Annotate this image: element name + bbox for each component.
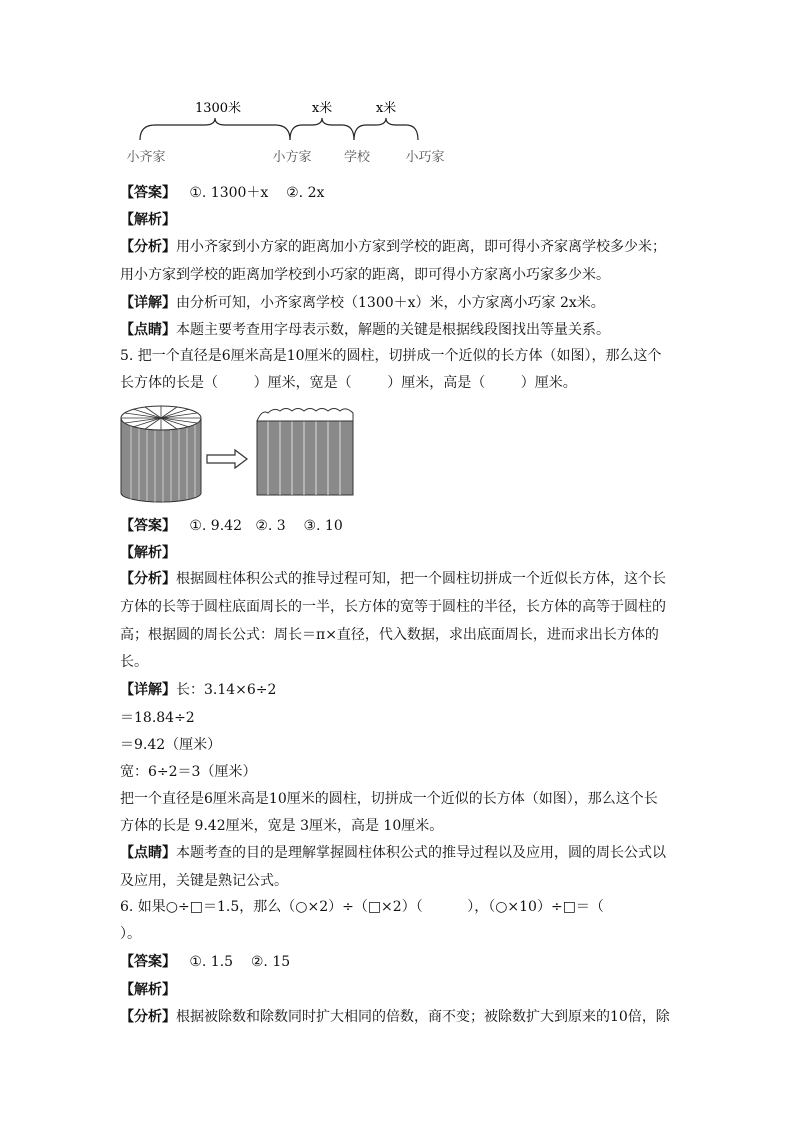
point-label: 小巧家 (405, 150, 445, 165)
cylinder (121, 406, 201, 502)
point-label: 小方家 (272, 150, 312, 165)
q4-xiangjie: 【详解】由分析可知，小齐家离学校（1300＋x）米，小方家离小巧家 2x米。 (120, 295, 605, 311)
point-label: 学校 (343, 150, 371, 165)
q4-answer: 【答案】 ①. 1300＋x ②. 2x (120, 185, 325, 201)
q5-fenxi-3: 高；根据圆的周长公式：周长＝π×直径，代入数据，求出底面周长，进而求出长方体的 (120, 627, 659, 643)
q5-fenxi: 【分析】根据圆柱体积公式的推导过程可知，把一个圆柱切拼成一个近似长方体，这个长 (120, 571, 666, 587)
q6-fenxi: 【分析】根据被除数和除数同时扩大相同的倍数，商不变；被除数扩大到原来的10倍，除 (120, 1009, 670, 1025)
seg1-label: 1300米 (194, 101, 242, 116)
q5-summary-2: 方体的长是 9.42厘米，宽是 3厘米，高是 10厘米。 (120, 818, 444, 834)
q6-answer: 【答案】 ①. 1.5 ②. 15 (120, 954, 291, 970)
cuboid (257, 409, 353, 496)
q5-answer: 【答案】 ①. 9.42 ②. 3 ③. 10 (120, 518, 343, 534)
q4-fenxi-2: 用小方家到学校的距离加学校到小巧家的距离，即可得小方家离小巧家多少米。 (120, 267, 610, 283)
q4-dianjing: 【点睛】本题主要考查用字母表示数，解题的关键是根据线段图找出等量关系。 (120, 322, 610, 338)
seg2-label: x米 (311, 101, 333, 116)
arrow-icon (207, 450, 247, 468)
q5-calc-3: ＝9.42（厘米） (120, 737, 222, 753)
q5-fenxi-2: 方体的长等于圆柱底面周长的一半，长方体的宽等于圆柱的半径，长方体的高等于圆柱的 (120, 599, 666, 615)
q6-stem-1: 6. 如果○÷□＝1.5，那么（○×2）÷（□×2）（ ），（○×10）÷□＝（ (120, 899, 604, 915)
q5-dianjing-2: 及应用，关键是熟记公式。 (120, 873, 288, 889)
q5-calc-2: ＝18.84÷2 (120, 710, 195, 726)
q5-summary-1: 把一个直径是6厘米高是10厘米的圆柱，切拼成一个近似的长方体（如图），那么这个长 (120, 791, 658, 807)
q5-fenxi-4: 长。 (120, 654, 148, 670)
brace-1300 (140, 118, 290, 140)
brace-x-1 (290, 118, 354, 140)
q5-jiexi: 【解析】 (120, 545, 176, 561)
q5-calc-4: 宽：6÷2＝3（厘米） (120, 764, 257, 780)
q5-stem-2: 长方体的长是（ ）厘米，宽是（ ）厘米，高是（ ）厘米。 (120, 375, 577, 391)
q6-stem-2: ）。 (120, 926, 141, 942)
cylinder-cuboid-figure (117, 403, 357, 503)
q6-jiexi: 【解析】 (120, 982, 176, 998)
brace-x-2 (354, 118, 418, 140)
q4-jiexi: 【解析】 (120, 212, 176, 228)
segment-diagram (0, 0, 794, 175)
q4-fenxi: 【分析】用小齐家到小方家的距离加小方家到学校的距离，即可得小齐家离学校多少米； (120, 239, 666, 255)
q5-dianjing: 【点睛】本题考查的目的是理解掌握圆柱体积公式的推导过程以及应用，圆的周长公式以 (120, 845, 666, 861)
seg3-label: x米 (375, 101, 397, 116)
point-label: 小齐家 (126, 150, 166, 165)
q5-xiangjie: 【详解】长：3.14×6÷2 (120, 682, 277, 698)
q5-stem-1: 5. 把一个直径是6厘米高是10厘米的圆柱，切拼成一个近似的长方体（如图），那么这个 (120, 348, 662, 364)
